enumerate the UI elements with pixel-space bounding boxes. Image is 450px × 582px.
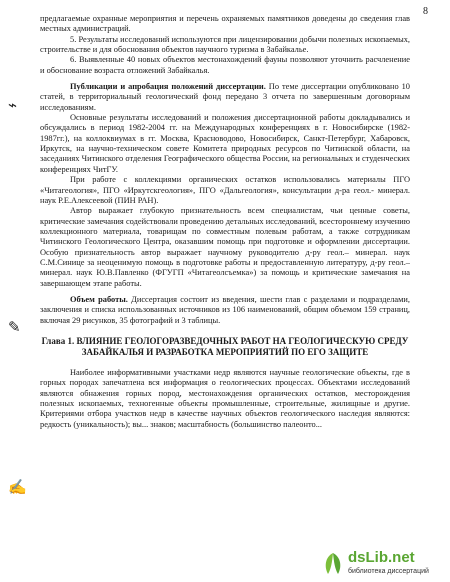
publications-lead: Публикации и апробация положений диссертации. bbox=[70, 82, 266, 92]
paragraph-collections: При работе с коллекциями органических остатков использовались материалы ПГО «Читагеология», ПГО «Иркутскгеология», ПГО «Дальгеология», консультации д-ра геол.- минерал. наук Р.Е.Алексеевой (ПИН РАН). bbox=[40, 175, 410, 205]
volume-lead: Объем работы. bbox=[70, 294, 128, 304]
watermark-title: dsLib.net bbox=[348, 549, 415, 566]
hook-mark-icon: ⌁ bbox=[8, 98, 18, 114]
paragraph-publications bbox=[40, 82, 410, 113]
watermark bbox=[322, 549, 442, 579]
document-body bbox=[40, 14, 410, 430]
chapter-heading: Глава 1. ВЛИЯНИЕ ГЕОЛОГОРАЗВЕДОЧНЫХ РАБОТ НА ГЕОЛОГИЧЕСКУЮ СРЕДУ ЗАБАЙКАЛЬЯ И РАЗРАБОТКА МЕРОПРИЯТИЙ ПО ЕГО ЗАЩИТЕ bbox=[41, 335, 409, 357]
page-number: 8 bbox=[423, 6, 428, 17]
paragraph-volume bbox=[40, 295, 410, 326]
paragraph-2: 5. Результаты исследований используются при лицензировании добычи полезных ископаемых, строительстве и для обоснования объектов научного туризма в Забайкалье. bbox=[40, 34, 410, 55]
leaf-logo-icon bbox=[322, 551, 344, 577]
scribble-mark-icon: ✎ bbox=[8, 320, 21, 336]
paragraph-acknowledgements: Автор выражает глубокую признательность всем специалистам, чьи ценные советы, критические замечания содействовали проведению детальных исследований, всестороннему изучению коллекционного материала, товарищам по совместным полевым работам, а также сотрудникам Читинского Геологического Центра, оказавшим помощь при подготовке и оформлении диссертации. Особую признательность автор выражает научному руководителю д-ру геол.– минерал. наук С.М.Синице за неоценимую помощь в подготовке работы и предоставленную литературу, д-ру геол.– минерал. наук Ю.В.Павленко (ФГУГП «Читагеолсъемка») за помощь и критические замечания на завершающем этапе работы. bbox=[40, 206, 410, 288]
scribble-mark-icon: ✍ bbox=[8, 480, 27, 496]
publications-text: По теме диссертации опубликовано 10 статей, в территориальный геологический фонд передано 3 отчета по завершенным договорным исследованиям. bbox=[40, 82, 410, 112]
volume-text: Диссертация состоит из введения, шести глав с разделами и подразделами, заключения и списка использованных источников из 106 наименований, общим объемом 159 страниц, включая 29 рисунков, 35 фотографий и 3 таблицы. bbox=[40, 294, 410, 325]
paragraph-1: предлагаемые охранные мероприятия и перечень охраняемых памятников доведены до сведения глав местных администраций. bbox=[40, 14, 410, 34]
paragraph-3: 6. Выявленные 40 новых объектов местонахождений фауны позволяют уточнить расчленение и обоснование возраста отложений Забайкалья. bbox=[40, 55, 410, 75]
chapter-paragraph: Наиболее информативными участками недр являются научные геологические объекты, где в горных породах запечатлена вся информация о геологических процессах. Объектами исследований являются обнажения горных пород, местонахождения органических остатков, месторождения полезных ископаемых, техногенные объекты промышленные, строительные, жилищные и другие. Критериями отбора участков недр в качестве научных объектов геологического наследия являются: редкость (уникальность); вы... знаков; масштабность (большинство палеонто... bbox=[40, 367, 410, 429]
paragraph-conferences: Основные результаты исследований и положения диссертационной работы докладывались и обсуждались в период 1982-2004 гг. на Международных конференциях в г. Новосибирске (1982-1987гг.), на коллоквиумах в гг. Москва, Красноводово, Новосибирск, Санкт-Петербург, Хабаровск, Иркутск, на научно-техническом совете Комитета природных ресурсов по Читинской области, на заседаниях Читинского отделения Географического общества России, на региональных и студенческих конференциях ЧитГУ. bbox=[40, 113, 410, 174]
watermark-subtitle: библиотека диссертаций bbox=[348, 568, 429, 575]
